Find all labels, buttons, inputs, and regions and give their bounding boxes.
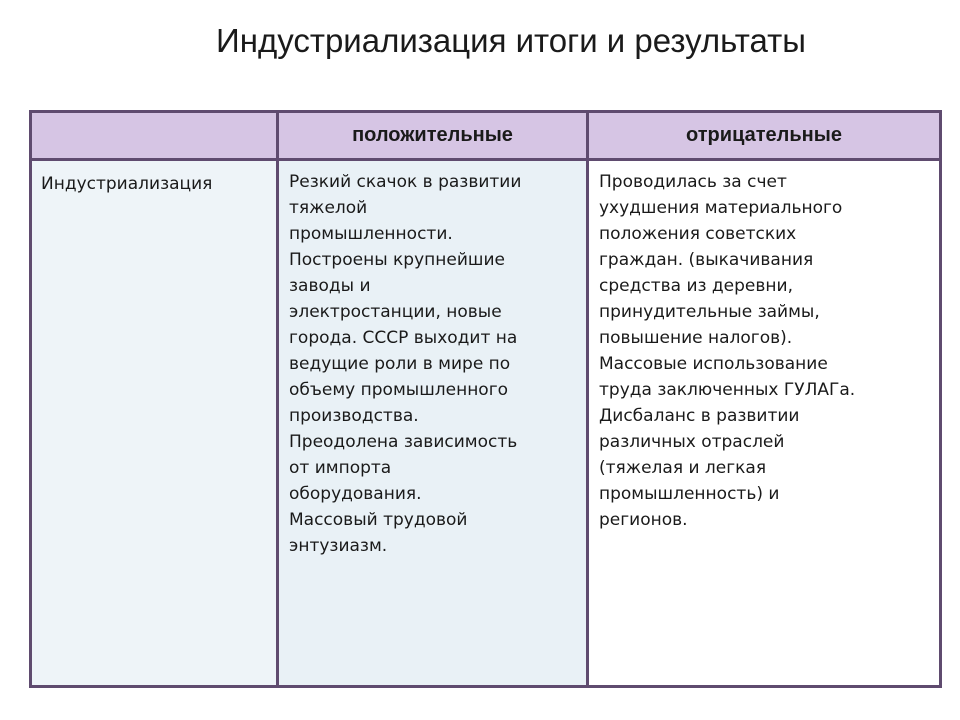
positive-cell xyxy=(276,158,589,688)
header-empty-label xyxy=(32,113,276,158)
negative-text: Проводилась за счет ухудшения материального положения советских граждан. (выкачивания средства из деревни, принудительные займы, повышение налогов). Массовые использование труда заключенных ГУЛАГа. Дисбаланс в развитии различных отраслей (тяжелая и легкая промышленность) и регионов. xyxy=(599,172,856,530)
row-label-text: Индустриализация xyxy=(41,174,213,194)
negative-cell xyxy=(586,158,942,688)
header-positive-label: положительные xyxy=(352,124,513,146)
slide-title: Индустриализация итоги и результаты xyxy=(216,22,806,59)
positive-text: Резкий скачок в развитии тяжелой промышленности. Построены крупнейшие заводы и электростанции, новые города. СССР выходит на ведущие роли в мире по объему промышленного производства. Преодолена зависимость от импорта оборудования. Массовый трудовой энтузиазм. xyxy=(289,172,522,556)
header-cell-negative xyxy=(586,110,942,161)
comparison-table xyxy=(29,110,942,688)
header-cell-positive xyxy=(276,110,589,161)
header-negative-label: отрицательные xyxy=(686,124,842,146)
header-cell-empty xyxy=(29,110,279,161)
row-label-cell xyxy=(29,158,279,688)
